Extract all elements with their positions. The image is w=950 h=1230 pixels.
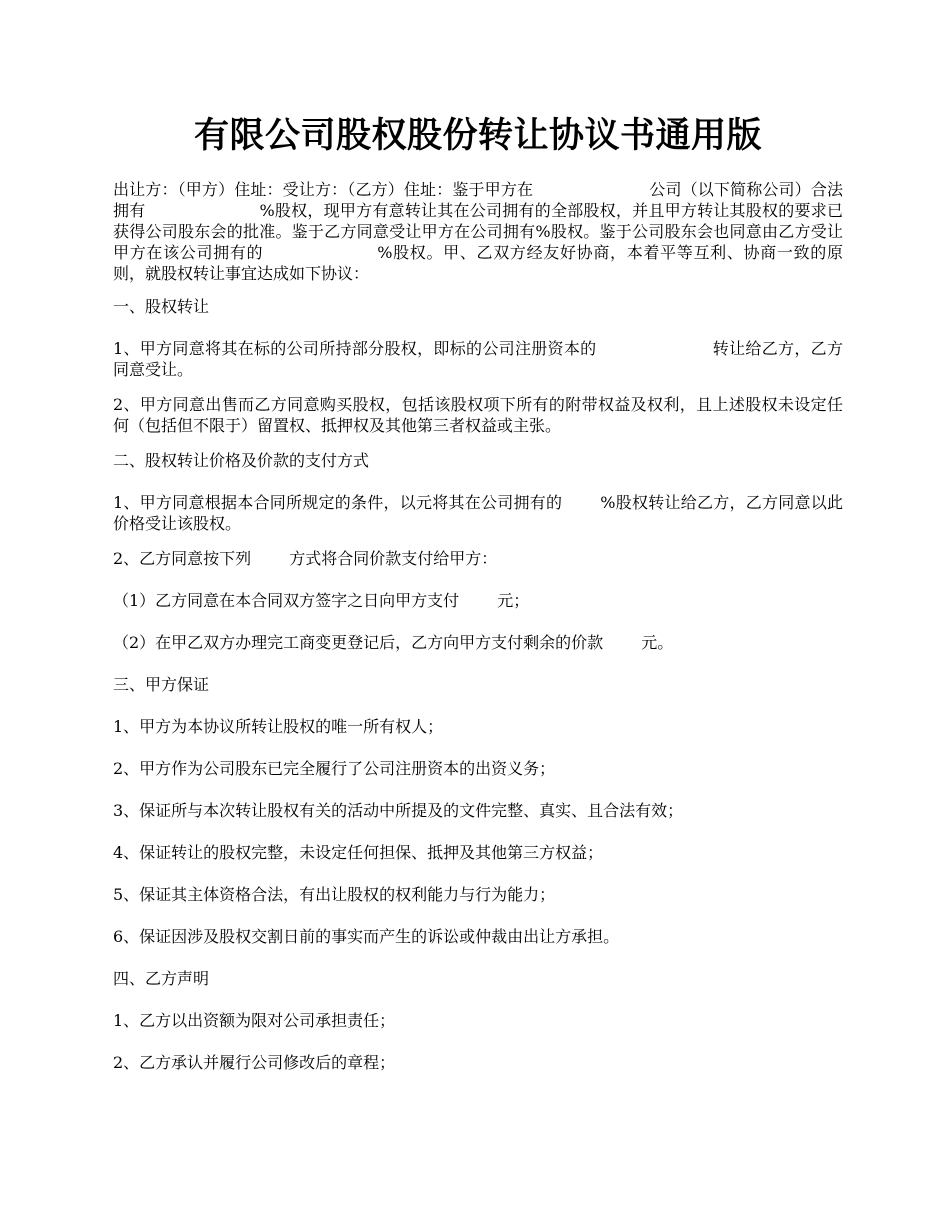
intro-paragraph [113, 179, 843, 284]
intro-text-2: 公司（以下简称公司）合法拥有 [113, 180, 843, 220]
section4-item1: 1、乙方以出资额为限对公司承担责任； [113, 1011, 396, 1030]
section1-item1-text-a: 1、甲方同意将其在标的公司所持部分股权，即标的公司注册资本的 [113, 339, 597, 358]
section3-item2: 2、甲方作为公司股东已完全履行了公司注册资本的出资义务； [113, 759, 556, 778]
section2-item2-text-b: 方式将合同价款支付给甲方： [289, 549, 498, 568]
section2-item1-text-b: %股权转让给乙方，乙方同意以此价格受让该股权。 [113, 493, 843, 533]
section3-item3: 3、保证所与本次转让股权有关的活动中所提及的文件完整、真实、且合法有效； [113, 801, 684, 820]
document-title: 有限公司股权股份转让协议书通用版 [193, 115, 762, 156]
intro-text-1: 出让方：（甲方）住址：受让方：（乙方）住址：鉴于甲方在 [113, 180, 534, 199]
section3-item6: 6、保证因涉及股权交割日前的事实而产生的诉讼或仲裁由出让方承担。 [113, 927, 620, 946]
section1-item2: 2、甲方同意出售而乙方同意购买股权，包括该股权项下所有的附带权益及权利，且上述股权未设定任何（包括但不限于）留置权、抵押权及其他第三者权益或主张。 [113, 395, 843, 435]
document-body [113, 179, 843, 1094]
section-heading-3: 三、甲方保证 [113, 675, 210, 694]
section2-sub1 [113, 590, 843, 611]
intro-text-5: %股权。甲、乙双方经友好协商，本着平等互利、协商一致的原则，就股权转让事宜达成如下协议： [113, 243, 843, 283]
section2-sub2-text-a: （2）在甲乙双方办理完工商变更登记后，乙方向甲方支付剩余的价款 [113, 633, 604, 652]
section-heading-4: 四、乙方声明 [113, 969, 210, 988]
intro-text-4: %股权。鉴于公司股东会也同意由乙方受让甲方在该公司拥有的 [113, 222, 843, 262]
section-heading-2: 二、股权转让价格及价款的支付方式 [113, 451, 370, 470]
section3-item1: 1、甲方为本协议所转让股权的唯一所有权人； [113, 717, 444, 736]
section1-item1 [113, 338, 843, 380]
section2-item2-text-a: 2、乙方同意按下列 [113, 549, 252, 568]
section3-item4: 4、保证转让的股权完整，未设定任何担保、抵押及其他第三方权益； [113, 843, 604, 862]
section2-item2 [113, 548, 843, 569]
section2-sub2-text-b: 元。 [641, 633, 674, 652]
section3-item5: 5、保证其主体资格合法，有出让股权的权利能力与行为能力； [113, 885, 556, 904]
section-heading-1: 一、股权转让 [113, 297, 210, 316]
section1-item1-text-b: 转让给乙方，乙方同意受让。 [113, 339, 843, 379]
section2-sub2 [113, 632, 843, 653]
section2-item1-text-a: 1、甲方同意根据本合同所规定的条件，以元将其在公司拥有的 [113, 493, 563, 512]
intro-text-3: %股权，现甲方有意转让其在公司拥有的全部股权，并且甲方转让其股权的要求已获得公司股东会的批准。鉴于乙方同意受让甲方在公司拥有 [113, 201, 843, 241]
section2-sub1-text-a: （1）乙方同意在本合同双方签字之日向甲方支付 [113, 591, 460, 610]
section2-item1 [113, 492, 843, 534]
section4-item2: 2、乙方承认并履行公司修改后的章程； [113, 1053, 396, 1072]
section2-sub1-text-b: 元； [497, 591, 530, 610]
